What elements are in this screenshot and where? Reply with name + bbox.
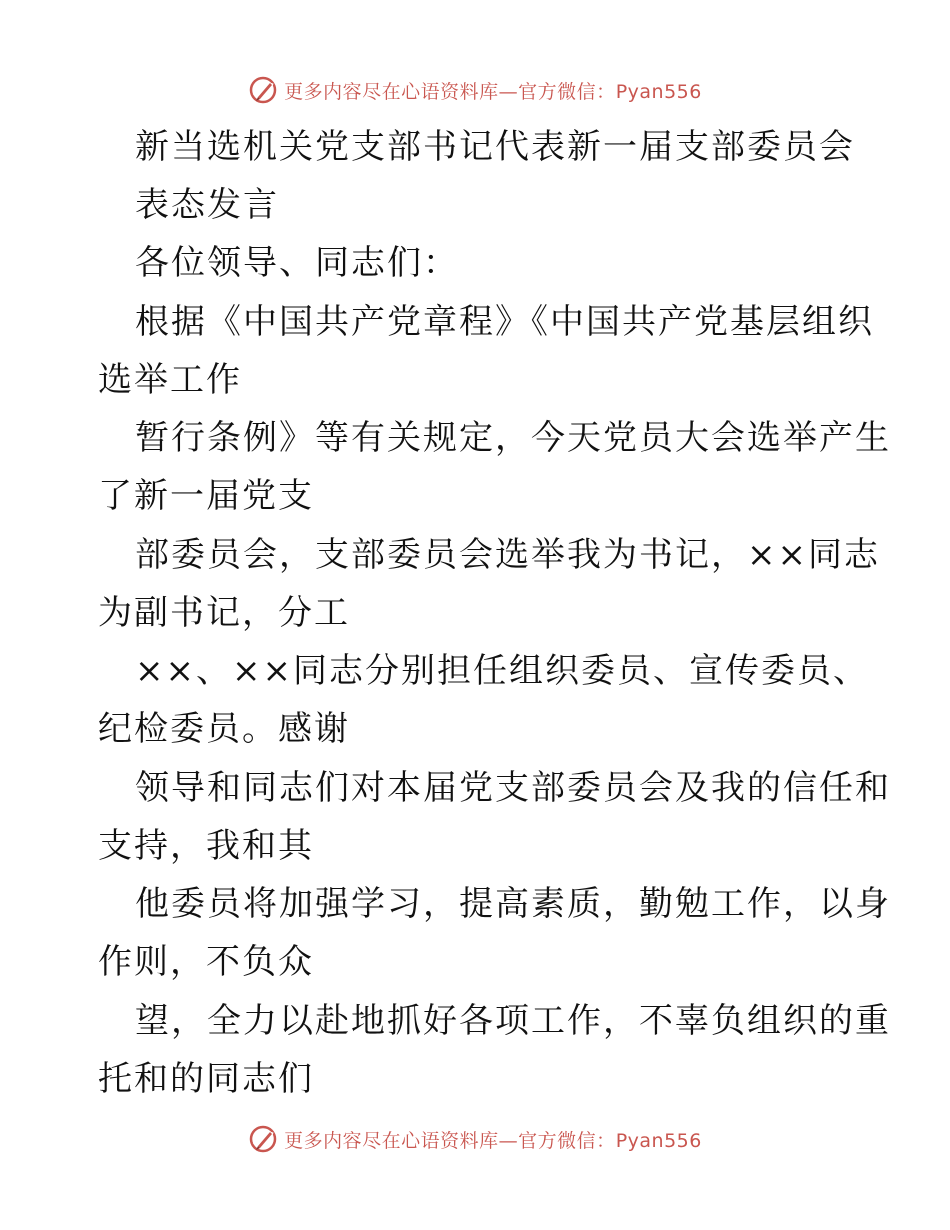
doc-line: 了新一届党支 [98, 476, 314, 516]
doc-line: 新当选机关党支部书记代表新一届支部委员会 [135, 127, 855, 167]
doc-line: 根据《中国共产党章程》《中国共产党基层组织 [135, 302, 874, 342]
banner-wechat-id: Pyan556 [615, 1129, 702, 1152]
doc-line: 他委员将加强学习，提高素质，勤勉工作，以身 [135, 884, 891, 924]
doc-line: 支持，我和其 [98, 826, 314, 866]
doc-line: 表态发言 [135, 185, 279, 225]
doc-line: 托和的同志们 [98, 1059, 314, 1099]
banner-text [284, 1126, 702, 1153]
footer-banner [0, 1119, 950, 1159]
doc-line: 为副书记，分工 [98, 593, 350, 633]
banner-separator: — [498, 80, 519, 103]
banner-title: 更多内容尽在心语资料库 [284, 80, 499, 103]
banner-wechat-label: 官方微信： [518, 80, 616, 103]
doc-line: 各位领导、同志们： [135, 243, 459, 283]
doc-line: 暂行条例》等有关规定，今天党员大会选举产生 [135, 418, 891, 458]
doc-line: 部委员会，支部委员会选举我为书记，××同志 [135, 535, 880, 575]
doc-line: 选举工作 [98, 360, 242, 400]
banner-wechat-label: 官方微信： [518, 1129, 616, 1152]
doc-line: ××、××同志分别担任组织委员、宣传委员、 [135, 651, 869, 691]
doc-line: 作则，不负众 [98, 942, 314, 982]
banner-wechat-id: Pyan556 [615, 80, 702, 103]
banner-separator: — [498, 1129, 519, 1152]
banner-title: 更多内容尽在心语资料库 [284, 1129, 499, 1152]
pen-ribbon-icon [248, 1124, 278, 1154]
doc-line: 望，全力以赴地抓好各项工作，不辜负组织的重 [135, 1001, 891, 1041]
doc-line: 纪检委员。感谢 [98, 709, 350, 749]
doc-line: 领导和同志们对本届党支部委员会及我的信任和 [135, 768, 891, 808]
